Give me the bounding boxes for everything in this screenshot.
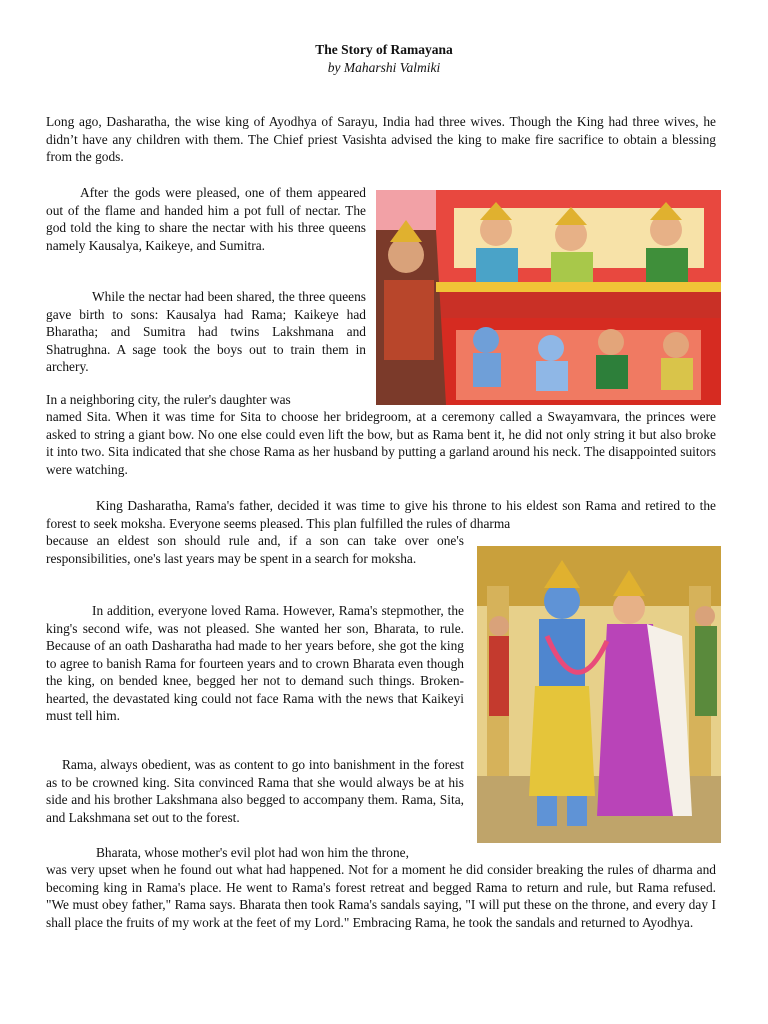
illustration-royal-family [376,190,721,405]
paragraph-kaikeyi: In addition, everyone loved Rama. However, Rama's stepmother, the king's second wife, was not pleased. She wanted her son, Bharata, to rule. Because of an oath Dasharatha had made to her years before, she got the king to agree to banish Rama for fourteen years and to crown Bharata even though the king, on bended knee, begged her not to demand such things. Broken-hearted, the devastated king could not face Rama with the news that Kaikeyi must tell him. [46,603,464,723]
paragraph-bharata: was very upset when he found out what had happened. Not for a moment he did consider breaking the rules of dharma and becoming king in Rama's place. He went to Rama's forest retreat and begged Rama to return and rule, but Rama refused. "We must obey father," Rama says. Bharata then took Rama's sandals saying, "I will put these on the throne, and every day I shall place the fruits of my work at the feet of my Lord." Embracing Rama, he took the sandals and returned to Ayodhya. [46,862,716,930]
paragraph-moksha: because an eldest son should rule and, if a son can take over one's responsibilities, one's last years may be spent in a search for moksha. [46,533,464,566]
paragraph-banishment: Rama, always obedient, was as content to go into banishment in the forest as to be crowned king. Sita convinced Rama that she would always be at his side and his brother Lakshmana also begged to accompany them. Rama, Sita, and Lakshmana set out to the forest. [46,757,464,825]
paragraph-sita-start: In a neighboring city, the ruler's daughter was [46,392,291,407]
paragraph-bharata-start: Bharata, whose mother's evil plot had won him the throne, [96,845,409,860]
paragraph-intro: Long ago, Dasharatha, the wise king of Ayodhya of Sarayu, India had three wives. Though the King had three wives, he didn’t have any children with them. The Chief priest Vasishta advised the king to make fire sacrifice to obtain a blessing from the gods. [46,114,716,164]
paragraph-sita: named Sita. When it was time for Sita to choose her bridegroom, at a ceremony called a Swayamvara, the princes were asked to string a giant bow. No one else could even lift the bow, but as Rama bent it, he did not only string it but also broke it into two. Sita indicated that she chose Rama as her husband by putting a garland around his neck. The disappointed suitors were watching. [46,409,716,477]
paragraph-nectar: After the gods were pleased, one of them appeared out of the flame and handed him a pot full of nectar. The god told the king to share the nectar with his three queens namely Kausalya, Kaikeye, and Sumitra. [46,185,366,253]
paragraph-throne: King Dasharatha, Rama's father, decided it was time to give his throne to his eldest son Rama and retired to the forest to seek moksha. Everyone seems pleased. This plan fulfilled the rules of dharma [46,498,716,531]
document-author: by Maharshi Valmiki [327,60,441,75]
illustration-rama-sita-wedding [477,546,721,843]
paragraph-sons: While the nectar had been shared, the three queens gave birth to sons: Kausalya had Rama; Kaikeye had Bharatha; and Sumitra had twins Lakshmana and Shatrughna. A sage took the boys out to train them in archery. [46,289,366,374]
document-title: The Story of Ramayana [315,42,453,57]
